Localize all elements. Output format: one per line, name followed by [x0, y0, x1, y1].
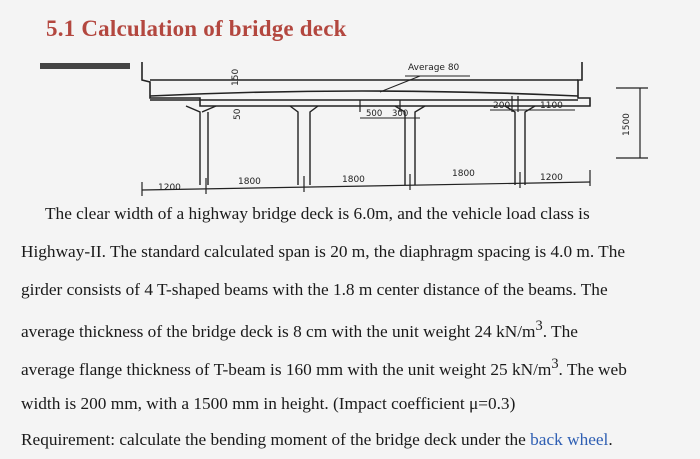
- text-line-2: Highway-II. The standard calculated span is 20 m, the diaphragm spacing is 4.0 m. The: [21, 242, 626, 261]
- text-line-5-tail: . The web: [558, 359, 627, 379]
- back-wheel-link[interactable]: back wheel: [530, 430, 609, 449]
- dim-1200-right: 1200: [540, 173, 563, 183]
- heading-rule: [40, 63, 130, 69]
- dim-500: 500: [366, 109, 383, 119]
- text-line-1: The clear width of a highway bridge deck is 6.0m, and the vehicle load class is: [45, 204, 590, 223]
- dim-150: 150: [231, 68, 241, 86]
- bridge-cross-section-drawing: [0, 0, 700, 200]
- deck-slab: [142, 62, 590, 106]
- dim-1500: 1500: [622, 113, 632, 136]
- section-title: Calculation of bridge deck: [81, 16, 347, 41]
- dim-1100: 1100: [540, 101, 563, 111]
- dim-50: 50: [233, 108, 243, 120]
- text-line-5: [21, 356, 627, 380]
- average-label: Average 80: [408, 63, 460, 73]
- text-line-4-main: average thickness of the bridge deck is 8 cm with the unit weight 24 kN/m: [21, 321, 536, 341]
- dim-300: 300: [392, 109, 409, 119]
- text-line-7: [21, 430, 613, 450]
- bottom-dimension-line: [142, 170, 590, 196]
- section-number: 5.1: [46, 16, 76, 41]
- requirement-text: Requirement: calculate the bending moment of the bridge deck under the: [21, 430, 531, 449]
- dim-200: 200: [493, 101, 511, 111]
- superscript-3: 3: [535, 318, 543, 334]
- height-dimension: [616, 88, 648, 158]
- average-leader: [380, 76, 470, 92]
- dim-1800-second: 1800: [342, 175, 365, 185]
- text-line-6: width is 200 mm, with a 1500 mm in height. (Impact coefficient μ=0.3): [21, 394, 516, 413]
- requirement-period: .: [608, 430, 613, 449]
- dim-1800-third: 1800: [452, 169, 475, 179]
- text-line-5-main: average flange thickness of T-beam is 160 mm with the unit weight 25 kN/m: [21, 359, 552, 379]
- text-line-3: girder consists of 4 T-shaped beams with the 1.8 m center distance of the beams. The: [21, 280, 608, 299]
- superscript-3: 3: [551, 356, 559, 372]
- text-line-4-tail: . The: [542, 321, 578, 341]
- dim-1200-left: 1200: [158, 183, 181, 193]
- text-line-4: [21, 318, 578, 342]
- dim-1800-first: 1800: [238, 177, 261, 187]
